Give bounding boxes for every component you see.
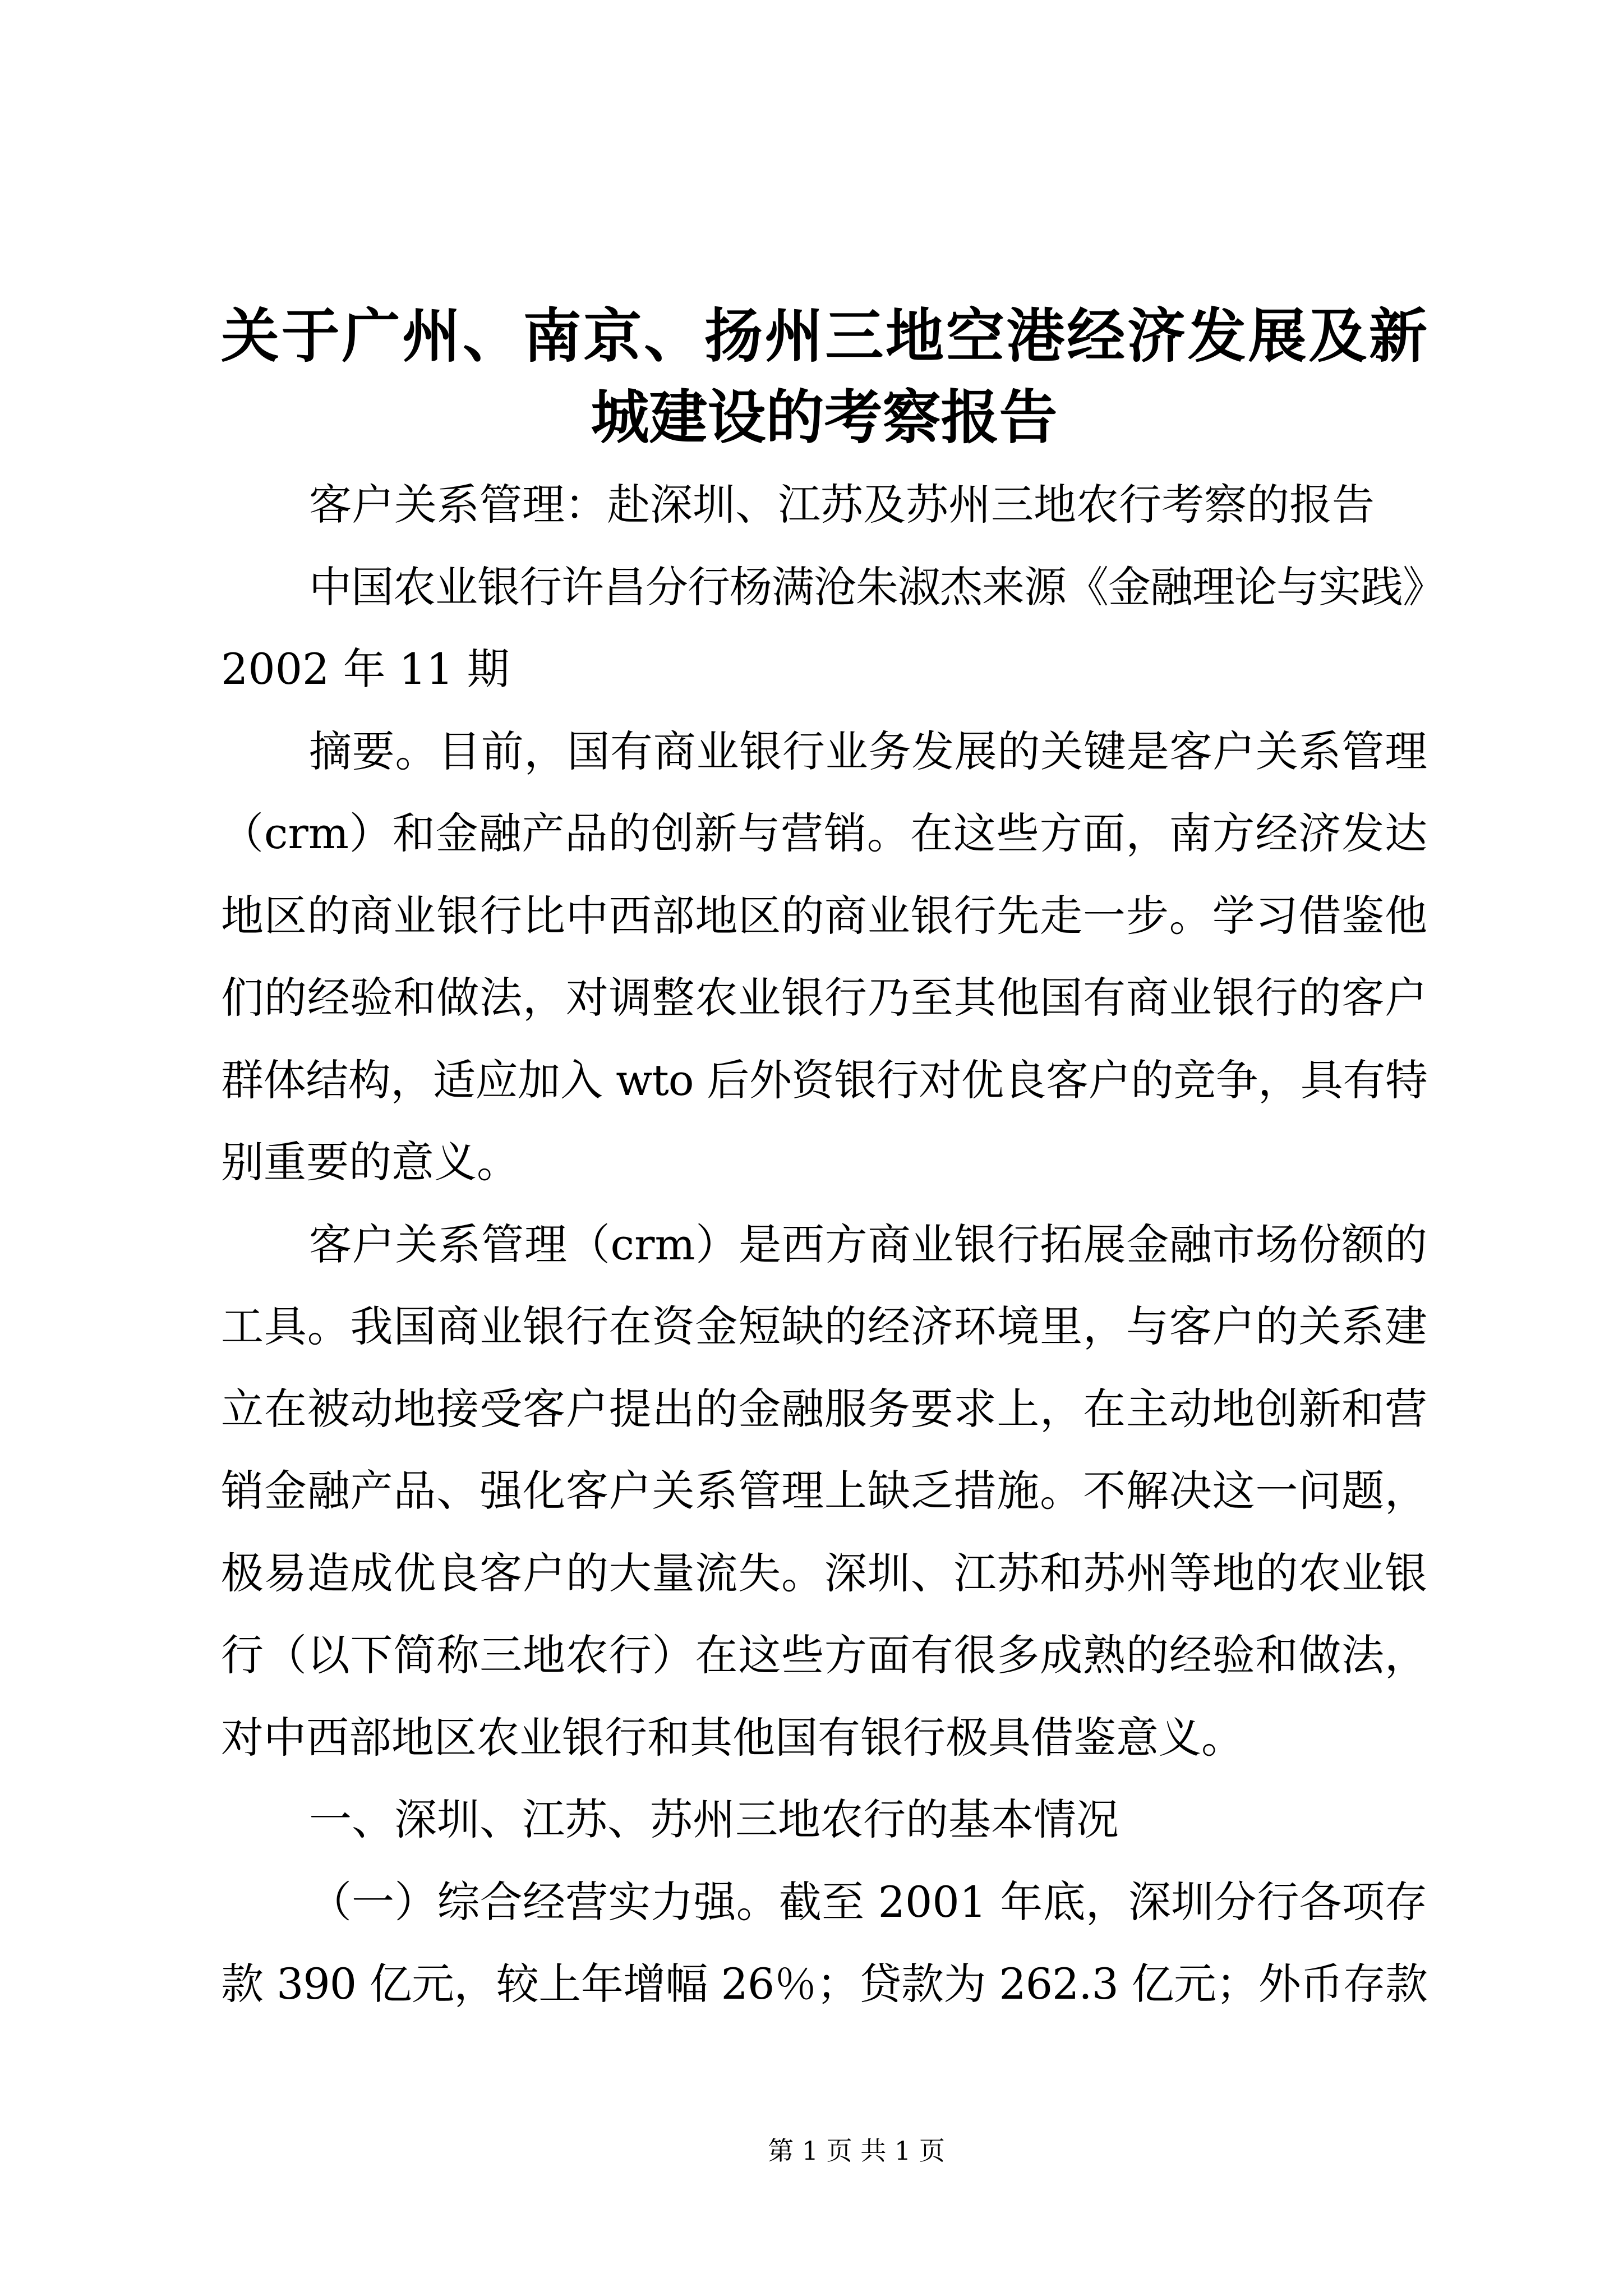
text-line: （crm）和金融产品的创新与营销。在这些方面，南方经济发达	[221, 808, 1427, 858]
paragraph-abstract	[221, 711, 1427, 1204]
text-line: 地区的商业银行比中西部地区的商业银行先走一步。学习借鉴他	[221, 890, 1427, 941]
paragraph-crm-intro	[221, 1204, 1427, 1779]
title-line: 城建设的考察报告	[591, 383, 1058, 452]
text-line: 对中西部地区农业银行和其他国有银行极具借鉴意义。	[221, 1712, 1244, 1763]
text-line: 一、深圳、江苏、苏州三地农行的基本情况	[309, 1795, 1119, 1844]
text-line: 销金融产品、强化客户关系管理上缺乏措施。不解决这一问题，	[221, 1466, 1427, 1516]
document-body	[221, 464, 1445, 2026]
document-title	[221, 295, 1427, 458]
text-line: 群体结构，适应加入 wto 后外资银行对优良客户的竞争，具有特	[221, 1055, 1427, 1105]
text-line: 客户关系管理（crm）是西方商业银行拓展金融市场份额的	[309, 1219, 1427, 1269]
text-line: 工具。我国商业银行在资金短缺的经济环境里，与客户的关系建	[221, 1301, 1427, 1351]
paragraph-overview	[221, 1861, 1427, 2026]
text-line: 款 390 亿元，较上年增幅 26％；贷款为 262.3 亿元；外币存款	[221, 1959, 1427, 2009]
section-heading	[221, 1779, 1427, 1861]
text-line: 客户关系管理：赴深圳、江苏及苏州三地农行考察的报告	[309, 480, 1375, 530]
paragraph-source	[221, 546, 1445, 711]
text-line: （一）综合经营实力强。截至 2001 年底，深圳分行各项存	[309, 1876, 1427, 1927]
text-line: 极易造成优良客户的大量流失。深圳、江苏和苏州等地的农业银	[221, 1548, 1427, 1598]
page-footer: 第 1 页 共 1 页	[768, 2136, 945, 2166]
text-line: 们的经验和做法，对调整农业银行乃至其他国有商业银行的客户	[221, 973, 1427, 1023]
text-line: 行（以下简称三地农行）在这些方面有很多成熟的经验和做法，	[221, 1630, 1427, 1680]
text-line: 立在被动地接受客户提出的金融服务要求上，在主动地创新和营	[221, 1383, 1427, 1434]
text-line: 别重要的意义。	[221, 1137, 519, 1187]
title-line: 关于广州、南京、扬州三地空港经济发展及新	[221, 301, 1427, 370]
text-line: 中国农业银行许昌分行杨满沧朱淑杰来源《金融理论与实践》	[309, 562, 1445, 612]
text-line: 摘要。目前，国有商业银行业务发展的关键是客户关系管理	[309, 726, 1427, 776]
text-line: 2002 年 11 期	[221, 644, 510, 694]
paragraph-subtitle	[221, 464, 1427, 546]
